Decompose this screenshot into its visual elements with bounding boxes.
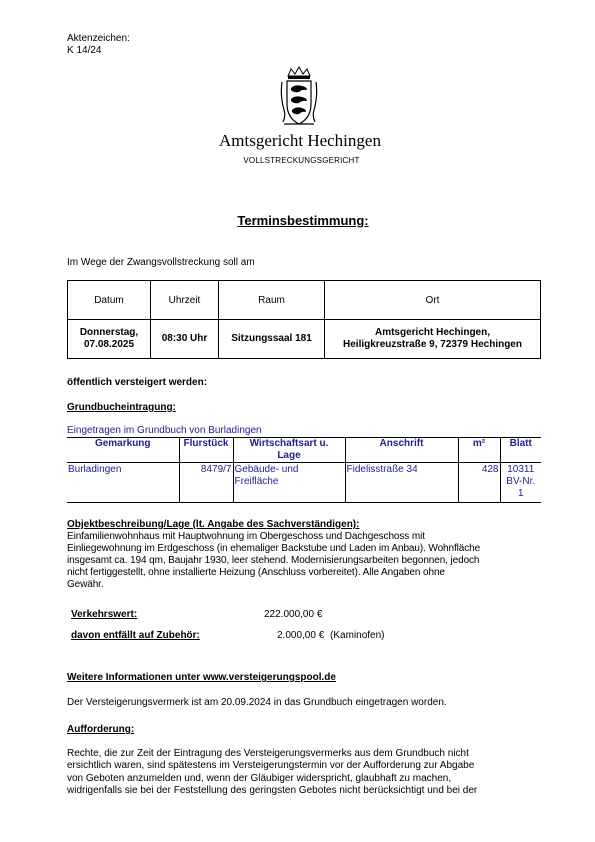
gb-header-gemarkung: Gemarkung	[67, 438, 179, 463]
objekt-line5: Gewähr.	[67, 579, 104, 590]
termin-header-uhrzeit: Uhrzeit	[151, 281, 219, 320]
aktenzeichen	[67, 33, 130, 57]
gb-blatt	[500, 463, 541, 503]
aktenzeichen-value: K 14/24	[67, 45, 102, 56]
aktenzeichen-label: Aktenzeichen:	[67, 33, 130, 44]
document-title: Terminsbestimmung:	[237, 213, 369, 228]
aufforderung-line2: ersichtlich waren, sind spätestens im Versteigerungstermin vor der Aufforderung zur Abgabe	[67, 760, 475, 772]
termin-uhrzeit: 08:30 Uhr	[151, 320, 219, 359]
gb-header-wa-line1: Wirtschaftsart u.	[249, 438, 329, 449]
objekt-line4: nicht fertiggestellt, ohne installierte Heizung (Anschluss vorbereitet). Alle Angaben ohne	[67, 567, 445, 578]
gb-blatt-line2: BV-Nr.	[506, 476, 536, 487]
termin-ort-line2: Heiligkreuzstraße 9, 72379 Hechingen	[343, 339, 522, 350]
objekt-line1: Einfamilienwohnhaus mit Hauptwohnung im Obergeschoss und Dachgeschoss mit	[67, 531, 425, 542]
aufforderung-text	[67, 748, 541, 797]
gb-header-wirtschaftsart	[233, 438, 345, 463]
termin-header-datum: Datum	[68, 281, 151, 320]
objekt-line3: insgesamt ca. 194 qm, Baujahr 1930, leer stehend. Modernisierungsarbeiten begonnen, jedoch	[67, 555, 480, 566]
objekt-line2: Einliegewohnung im Erdgeschoss (in ehemaliger Backstube und Laden im Anbau). Wohnfläche	[67, 543, 481, 554]
grundbuch-header-row	[67, 438, 541, 463]
termin-header-row	[68, 281, 541, 320]
gb-anschrift: Fidelisstraße 34	[345, 463, 458, 503]
gb-m2: 428	[458, 463, 500, 503]
grundbuch-heading: Grundbucheintragung:	[67, 402, 176, 413]
versteigert-text: öffentlich versteigert werden:	[67, 377, 208, 388]
verkehrswert-value: 222.000,00 €	[264, 609, 323, 620]
termin-ort-line1: Amtsgericht Hechingen,	[374, 327, 491, 338]
termin-table	[67, 280, 541, 359]
termin-raum: Sitzungssaal 181	[219, 320, 325, 359]
termin-value-row	[68, 320, 541, 359]
intro-text: Im Wege der Zwangsvollstreckung soll am	[67, 257, 255, 268]
verkehrswert-label: Verkehrswert:	[71, 609, 138, 620]
aufforderung-line3: von Geboten anzumelden und, wenn der Gläubiger widerspricht, glaubhaft zu machen,	[67, 772, 452, 784]
gb-header-anschrift: Anschrift	[345, 438, 458, 463]
termin-header-raum: Raum	[219, 281, 325, 320]
zubehoer-value: 2.000,00 €	[277, 630, 325, 641]
gb-wa-line2: Freifläche	[234, 476, 279, 487]
weitere-informationen: Weitere Informationen unter www.versteigerungspool.de	[67, 672, 336, 683]
zubehoer-value-line	[277, 630, 385, 641]
termin-datum-day: Donnerstag,	[79, 327, 139, 338]
gb-blatt-line3: 1	[517, 488, 524, 499]
objekt-heading: Objektbeschreibung/Lage (lt. Angabe des Sachverständigen):	[67, 519, 360, 530]
termin-datum-date: 07.08.2025	[83, 339, 135, 350]
gb-header-wa-line2: Lage	[277, 450, 301, 461]
termin-header-ort: Ort	[325, 281, 541, 320]
gb-header-m2: m²	[458, 438, 500, 463]
aufforderung-line1: Rechte, die zur Zeit der Eintragung des Versteigerungsvermerks aus dem Grundbuch nicht	[67, 748, 469, 759]
gb-blatt-line1: 10311	[507, 464, 535, 475]
gb-header-blatt: Blatt	[500, 438, 541, 463]
gb-wa-line1: Gebäude- und	[234, 464, 299, 475]
termin-datum	[68, 320, 151, 359]
court-subtitle: VOLLSTRECKUNGSGERICHT	[243, 156, 360, 165]
aufforderung-heading: Aufforderung:	[67, 724, 135, 735]
coat-of-arms-icon	[280, 66, 318, 128]
versteigerungsvermerk: Der Versteigerungsvermerk ist am 20.09.2024 in das Grundbuch eingetragen worden.	[67, 697, 447, 708]
gb-flurstueck: 8479/7	[179, 463, 233, 503]
gb-gemarkung: Burladingen	[67, 463, 179, 503]
gb-wirtschaftsart	[233, 463, 345, 503]
table-row	[67, 463, 541, 503]
zubehoer-note: (Kaminofen)	[330, 630, 385, 641]
zubehoer-label: davon entfällt auf Zubehör:	[71, 630, 200, 641]
gb-header-flurstueck: Flurstück	[179, 438, 233, 463]
court-name: Amtsgericht Hechingen	[219, 131, 381, 150]
grundbuch-table	[67, 437, 541, 503]
objekt-section	[67, 519, 541, 591]
termin-ort	[325, 320, 541, 359]
aufforderung-line4: widrigenfalls sie bei der Feststellung des geringsten Gebotes nicht berücksichtigt und bei der	[67, 784, 478, 796]
grundbuch-eingetragen: Eingetragen im Grundbuch von Burladingen	[67, 425, 262, 436]
